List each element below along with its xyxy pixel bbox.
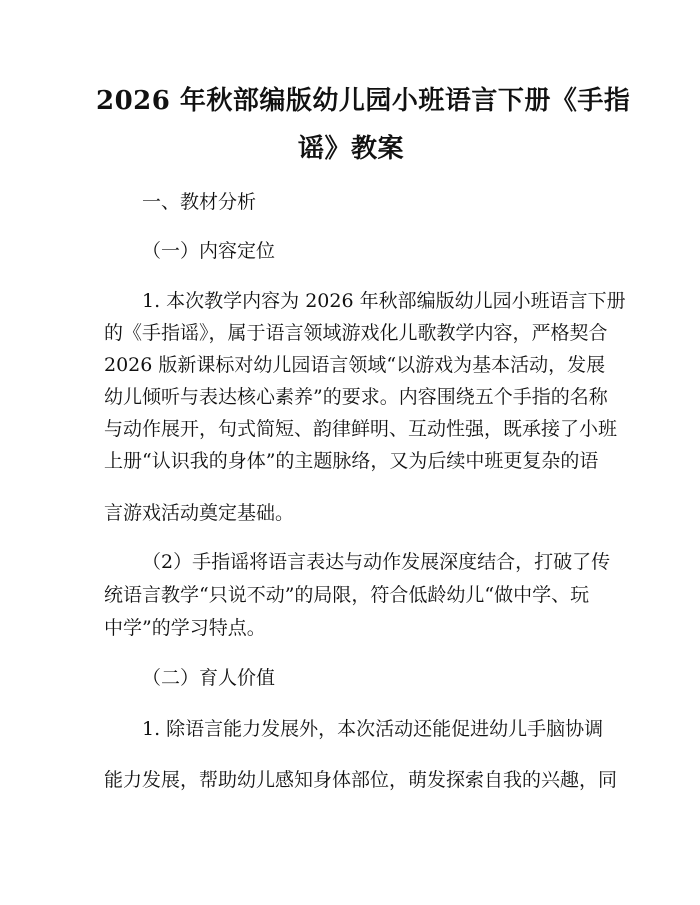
paragraph-line: 统语言教学“只说不动”的局限，符合低龄幼儿“做中学、玩 [104, 584, 590, 606]
document-title-line-1: 2026 年秋部编版幼儿园小班语言下册《手指 [96, 86, 631, 116]
paragraph-line: 能力发展，帮助幼儿感知身体部位，萌发探索自我的兴趣，同 [104, 769, 618, 791]
paragraph-line: （2）手指谣将语言表达与动作发展深度结合，打破了传 [142, 551, 611, 573]
paragraph-line: 幼儿倾听与表达核心素养”的要求。内容围绕五个手指的名称 [104, 386, 608, 408]
paragraph-line: 2026 版新课标对幼儿园语言领域“以游戏为基本活动，发展 [104, 354, 606, 376]
subsection-heading-content-positioning: （一）内容定位 [142, 240, 276, 262]
paragraph-line: 1. 除语言能力发展外，本次活动还能促进幼儿手脑协调 [142, 718, 604, 740]
subsection-heading-educational-value: （二）育人价值 [142, 667, 276, 689]
paragraph-line: 中学”的学习特点。 [104, 617, 266, 639]
document-title-line-2: 谣》教案 [297, 134, 404, 164]
paragraph-line: 的《手指谣》，属于语言领域游戏化儿歌教学内容，严格契合 [104, 322, 608, 344]
paragraph-line: 上册“认识我的身体”的主题脉络，又为后续中班更复杂的语 [104, 450, 599, 472]
paragraph-line: 言游戏活动奠定基础。 [104, 502, 295, 524]
paragraph-line: 1. 本次教学内容为 2026 年秋部编版幼儿园小班语言下册 [142, 290, 626, 312]
paragraph-line: 与动作展开，句式简短、韵律鲜明、互动性强，既承接了小班 [104, 418, 618, 440]
section-heading-teaching-material-analysis: 一、教材分析 [142, 191, 257, 213]
